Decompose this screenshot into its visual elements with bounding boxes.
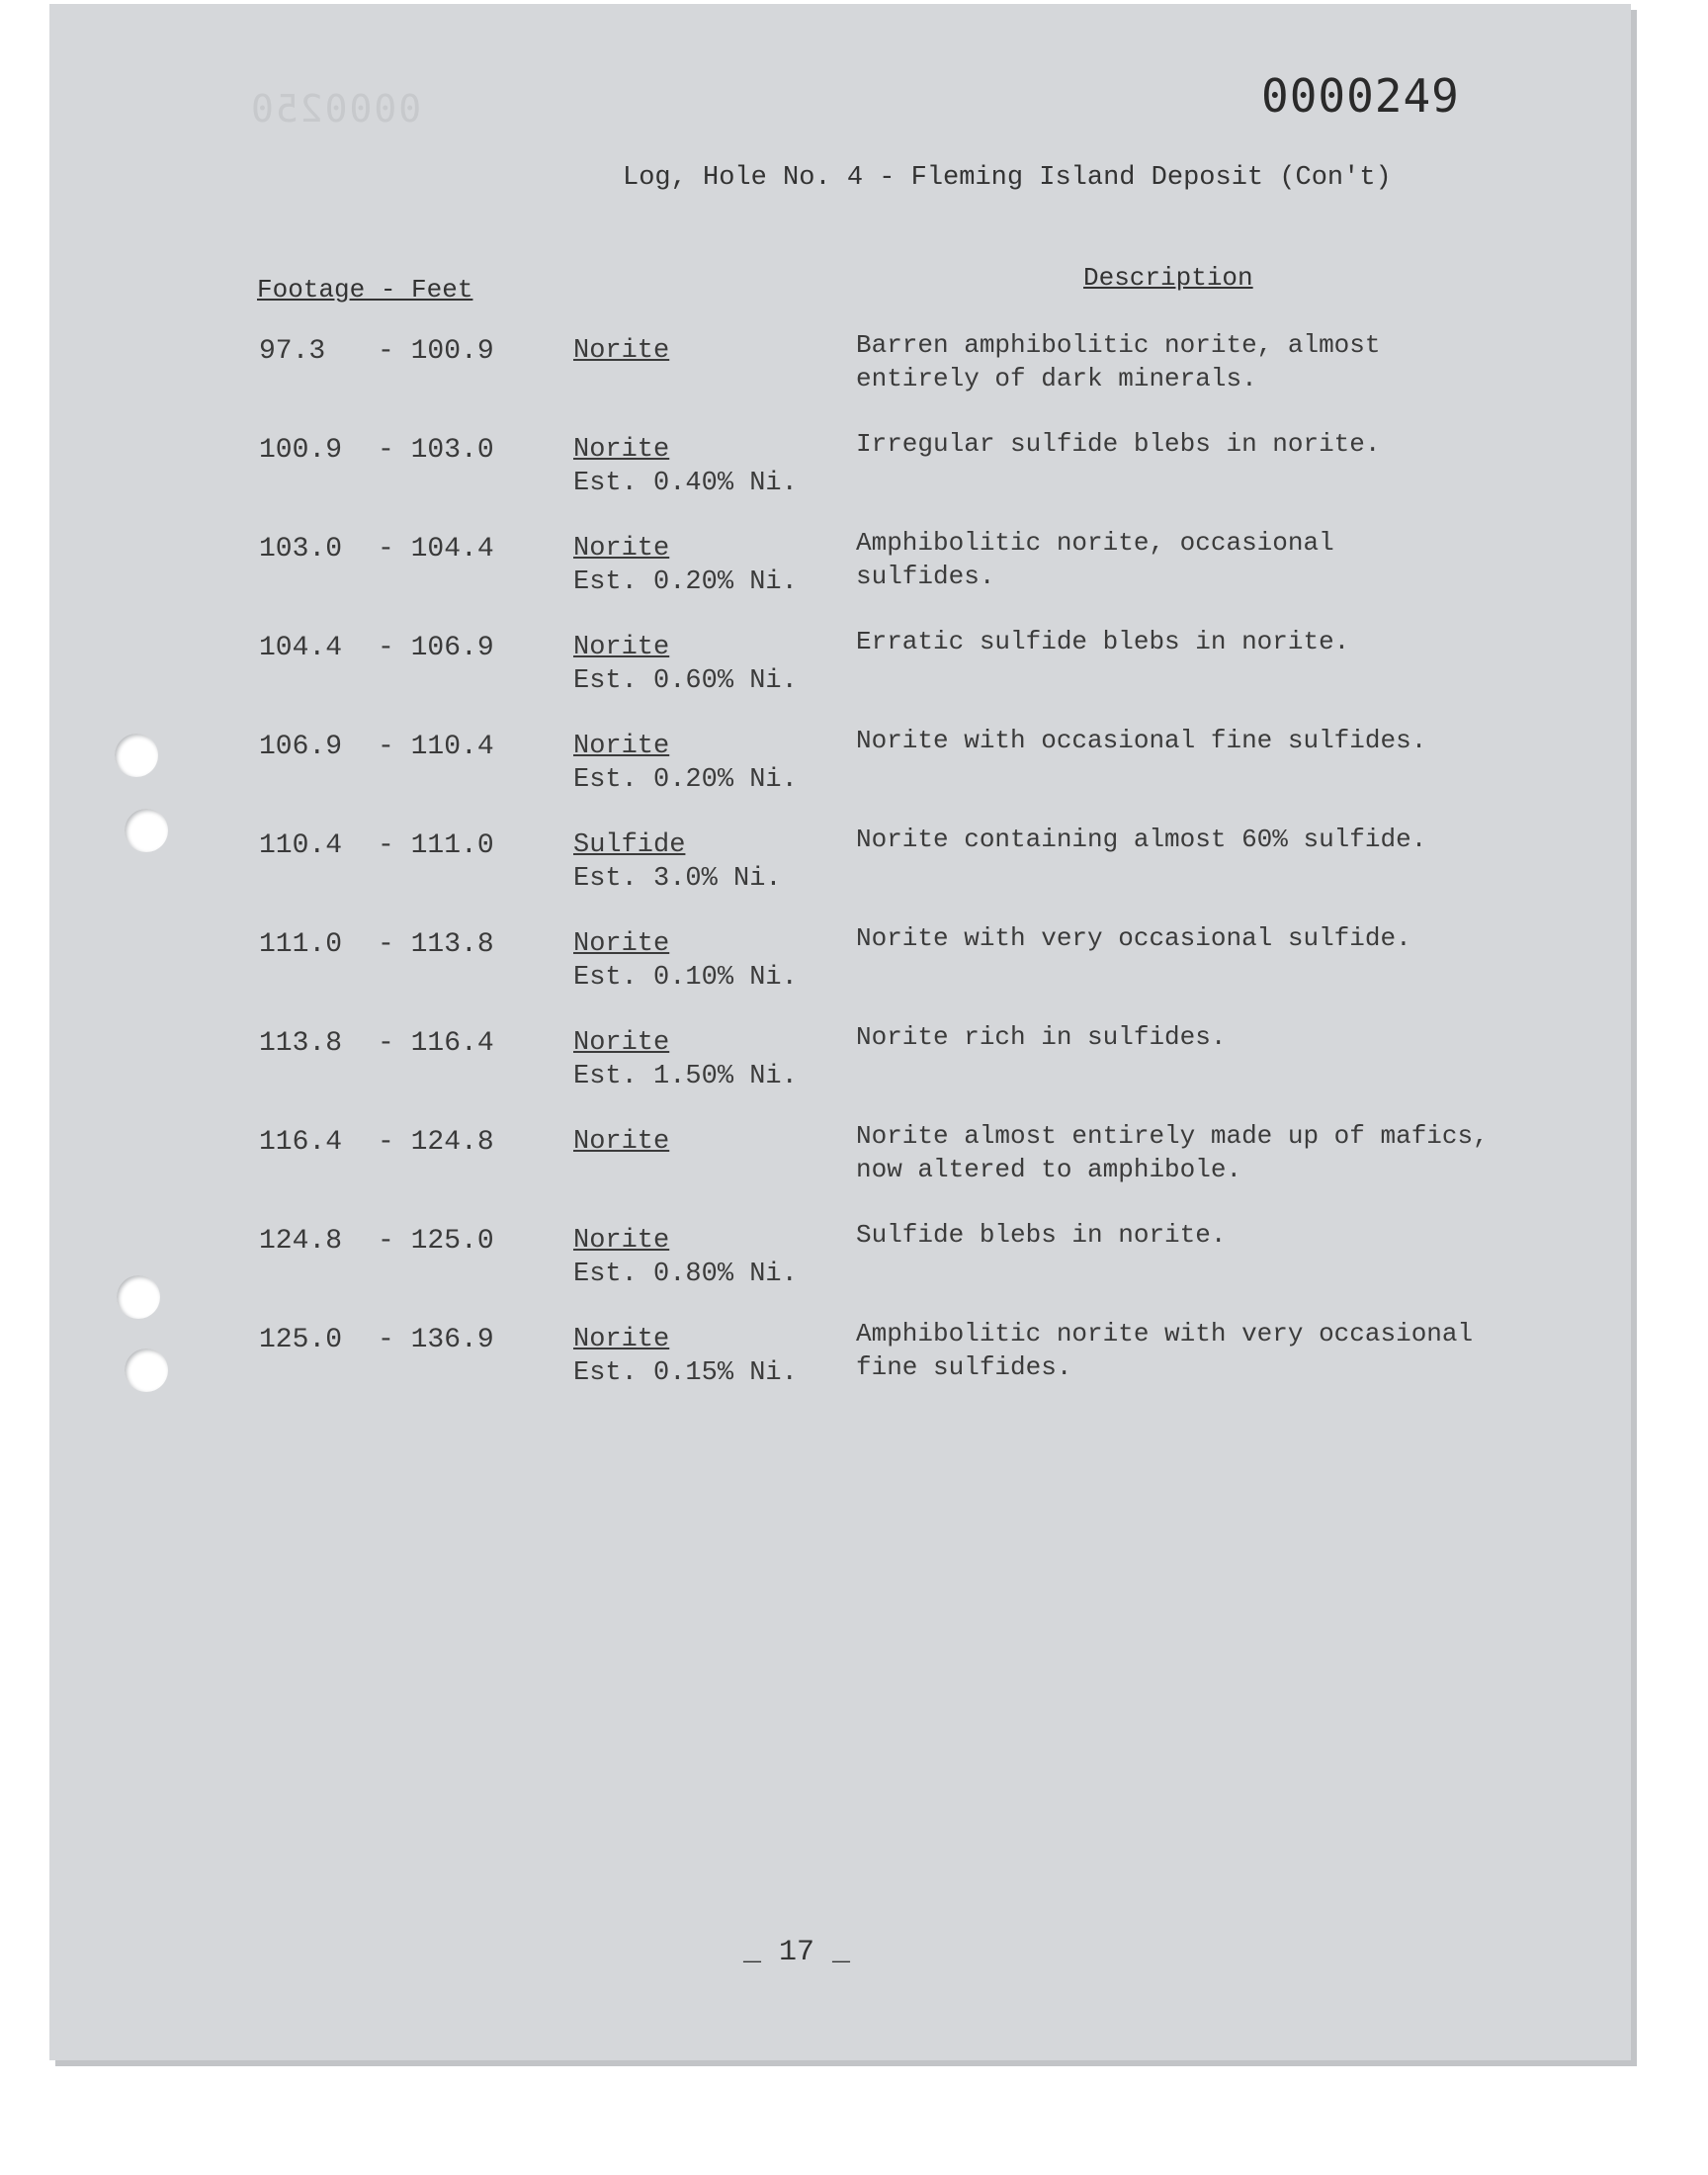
row-description <box>856 1020 1226 1054</box>
log-row <box>259 1121 1544 1206</box>
row-description <box>856 427 1381 461</box>
document-number: 0000249 <box>1261 69 1460 123</box>
log-row <box>259 429 1544 514</box>
description-line: sulfides. <box>856 562 995 591</box>
footage-to: - 136.9 <box>378 1325 494 1355</box>
log-row <box>259 726 1544 811</box>
nickel-estimate: Est. 0.10% Ni. <box>573 963 798 993</box>
description-line: Norite almost entirely made up of mafics, <box>856 1121 1489 1151</box>
footage-from: 124.8 <box>259 1226 343 1257</box>
footage-to: - 124.8 <box>378 1127 494 1158</box>
rock-type: Norite <box>573 534 670 564</box>
page-title: Log, Hole No. 4 - Fleming Island Deposit (Con't) <box>623 163 1392 193</box>
footage-to: - 116.4 <box>378 1028 494 1059</box>
nickel-estimate: Est. 0.20% Ni. <box>573 765 798 795</box>
footage-from: 97.3 <box>259 336 326 367</box>
punch-hole <box>115 734 158 777</box>
footage-to: - 103.0 <box>378 435 494 466</box>
description-line: Norite with occasional fine sulfides. <box>856 726 1427 755</box>
footage-header: Footage - Feet <box>257 275 473 304</box>
footage-to: - 111.0 <box>378 830 494 861</box>
description-line: Norite with very occasional sulfide. <box>856 923 1411 953</box>
nickel-estimate: Est. 3.0% Ni. <box>573 864 782 894</box>
footage-from: 111.0 <box>259 929 343 960</box>
description-line: Barren amphibolitic norite, almost <box>856 330 1381 360</box>
footage-from: 106.9 <box>259 732 343 762</box>
row-description <box>856 625 1349 658</box>
nickel-estimate: Est. 0.15% Ni. <box>573 1358 798 1388</box>
footage-to: - 113.8 <box>378 929 494 960</box>
description-line: Amphibolitic norite, occasional <box>856 528 1334 558</box>
description-line: now altered to amphibole. <box>856 1155 1242 1184</box>
rock-type: Norite <box>573 929 670 959</box>
log-row <box>259 923 1544 1008</box>
log-row <box>259 330 1544 415</box>
description-line: Norite containing almost 60% sulfide. <box>856 825 1427 854</box>
log-row <box>259 627 1544 712</box>
description-line: entirely of dark minerals. <box>856 364 1257 393</box>
nickel-estimate: Est. 0.40% Ni. <box>573 469 798 498</box>
log-row <box>259 1022 1544 1107</box>
description-line: Irregular sulfide blebs in norite. <box>856 429 1381 459</box>
row-description <box>856 724 1426 757</box>
punch-hole <box>125 1348 168 1392</box>
description-header: Description <box>1083 263 1253 293</box>
footage-from: 103.0 <box>259 534 343 565</box>
footage-to: - 110.4 <box>378 732 494 762</box>
row-description <box>856 1119 1489 1186</box>
rock-type: Norite <box>573 435 670 465</box>
row-description <box>856 823 1426 856</box>
rock-type: Norite <box>573 1226 670 1256</box>
row-description <box>856 526 1334 593</box>
log-row <box>259 528 1544 613</box>
rock-type: Norite <box>573 1325 670 1354</box>
footage-from: 116.4 <box>259 1127 343 1158</box>
footage-from: 113.8 <box>259 1028 343 1059</box>
rock-type: Norite <box>573 1028 670 1058</box>
footage-from: 100.9 <box>259 435 343 466</box>
rock-type: Norite <box>573 633 670 662</box>
footage-from: 125.0 <box>259 1325 343 1355</box>
description-line: Erratic sulfide blebs in norite. <box>856 627 1350 656</box>
row-description <box>856 1317 1473 1384</box>
punch-hole <box>125 809 168 852</box>
nickel-estimate: Est. 0.60% Ni. <box>573 666 798 696</box>
row-description <box>856 1218 1226 1252</box>
rock-type: Norite <box>573 336 670 366</box>
log-row <box>259 1319 1544 1404</box>
punch-hole <box>117 1275 160 1319</box>
row-description <box>856 921 1411 955</box>
footage-to: - 106.9 <box>378 633 494 663</box>
footage-to: - 125.0 <box>378 1226 494 1257</box>
description-line: Amphibolitic norite with very occasional <box>856 1319 1474 1348</box>
row-description <box>856 328 1381 395</box>
footage-from: 110.4 <box>259 830 343 861</box>
log-row <box>259 825 1544 910</box>
page-number: _ 17 _ <box>743 1936 851 1969</box>
description-line: fine sulfides. <box>856 1352 1072 1382</box>
footage-to: - 100.9 <box>378 336 494 367</box>
footage-to: - 104.4 <box>378 534 494 565</box>
rock-type: Norite <box>573 732 670 761</box>
footage-from: 104.4 <box>259 633 343 663</box>
nickel-estimate: Est. 0.20% Ni. <box>573 567 798 597</box>
nickel-estimate: Est. 0.80% Ni. <box>573 1260 798 1289</box>
description-line: Sulfide blebs in norite. <box>856 1220 1227 1250</box>
rock-type: Sulfide <box>573 830 686 860</box>
bleed-through-number: 0000250 <box>249 87 422 130</box>
rock-type: Norite <box>573 1127 670 1157</box>
description-line: Norite rich in sulfides. <box>856 1022 1227 1052</box>
nickel-estimate: Est. 1.50% Ni. <box>573 1062 798 1091</box>
log-row <box>259 1220 1544 1305</box>
